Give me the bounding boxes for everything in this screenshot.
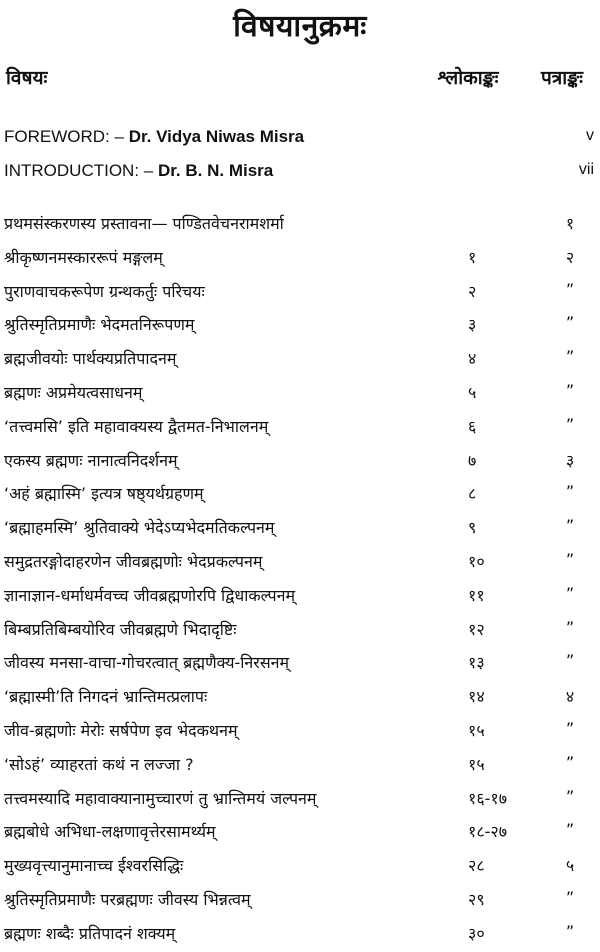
entry-page-number: ” — [565, 752, 575, 772]
entry-subject: बिम्बप्रतिबिम्बयोरिव जीवब्रह्मणे भिदादृष्टिः — [4, 619, 237, 639]
entry-verse-number: ११ — [468, 585, 485, 605]
entry-subject: ब्रह्मजीवयोः पार्थक्यप्रतिपादनम् — [4, 349, 177, 369]
entry-verse-number: १३ — [468, 653, 485, 673]
contents-row — [0, 309, 600, 343]
entry-verse-number: १५ — [468, 720, 485, 740]
entry-page-number: ” — [565, 414, 575, 434]
contents-row — [0, 478, 600, 512]
entry-page-number: ” — [565, 549, 575, 569]
front-matter-label: FOREWORD: – — [4, 127, 124, 146]
contents-row — [0, 681, 600, 715]
entry-verse-number: १६-१७ — [468, 788, 508, 808]
entry-subject: ‘ब्रह्माहमस्मि’ श्रुतिवाक्ये भेदेऽप्यभेदमतिकल्पनम् — [4, 518, 275, 538]
contents-row — [0, 715, 600, 749]
entry-page-number: ” — [565, 651, 575, 671]
entry-subject: ब्रह्मणः शब्दैः प्रतिपादनं शक्यम् — [4, 923, 176, 943]
front-matter-entry — [4, 161, 273, 181]
entry-verse-number: २ — [468, 281, 477, 301]
entry-verse-number: ९ — [468, 518, 477, 538]
entry-subject: समुद्रतरङ्गोदाहरणेन जीवब्रह्मणोः भेदप्रकल्पनम् — [4, 551, 263, 571]
front-matter-label: INTRODUCTION: – — [4, 161, 154, 180]
entry-verse-number: २८ — [468, 856, 485, 876]
contents-row — [0, 749, 600, 783]
entry-subject: ‘सोऽहं’ व्याहरतां कथं न लज्जा ? — [4, 754, 194, 774]
entry-subject: श्रीकृष्णनमस्काररूपं मङ्गलम् — [4, 247, 163, 267]
front-matter-foreword — [0, 127, 600, 157]
contents-row — [0, 647, 600, 681]
page-number-header: पत्राङ्कः — [540, 67, 584, 89]
front-matter-page: vii — [578, 161, 594, 178]
entry-subject: ज्ञानाज्ञान-धर्माधर्मवच्च जीवब्रह्मणोरपि द्विधाकल्पनम् — [4, 585, 296, 605]
contents-list — [0, 208, 600, 952]
entry-verse-number: २९ — [468, 889, 485, 909]
column-headers — [0, 64, 600, 98]
contents-row — [0, 343, 600, 377]
entry-subject: पुराणवाचकरूपेण ग्रन्थकर्तुः परिचयः — [4, 281, 205, 301]
entry-page-number: ” — [565, 583, 575, 603]
entry-subject: एकस्य ब्रह्मणः नानात्वनिदर्शनम् — [4, 450, 178, 470]
entry-verse-number: १८-२७ — [468, 822, 508, 842]
entry-verse-number: ७ — [468, 450, 477, 470]
entry-page-number: ” — [565, 313, 575, 333]
entry-page-number: १ — [565, 214, 575, 233]
entry-verse-number: ५ — [468, 382, 477, 402]
contents-row — [0, 445, 600, 479]
entry-page-number: ” — [565, 786, 575, 806]
entry-verse-number: ३ — [468, 315, 477, 335]
verse-number-header: श्लोकाङ्कः — [437, 67, 499, 89]
entry-subject: ब्रह्मबोधे अभिधा-लक्षणावृत्तेरसामर्थ्यम् — [4, 822, 216, 842]
entry-page-number: ” — [565, 516, 575, 536]
front-matter-author: Dr. Vidya Niwas Misra — [128, 127, 305, 146]
contents-row — [0, 208, 600, 242]
entry-page-number: ” — [565, 887, 575, 907]
front-matter-entry — [4, 127, 304, 147]
contents-row — [0, 918, 600, 952]
entry-page-number: ” — [565, 380, 575, 400]
entry-verse-number: १५ — [468, 754, 485, 774]
entry-subject: जीवस्य मनसा-वाचा-गोचरत्वात् ब्रह्मणैक्य-निरसनम् — [4, 653, 290, 673]
entry-verse-number: ३० — [468, 923, 485, 943]
contents-row — [0, 377, 600, 411]
entry-page-number: ५ — [565, 856, 575, 876]
entry-subject: ‘अहं ब्रह्मास्मि’ इत्यत्र षष्ठ्यर्थग्रहणम् — [4, 484, 204, 504]
contents-row — [0, 512, 600, 546]
entry-page-number: ” — [565, 279, 575, 299]
contents-row — [0, 242, 600, 276]
entry-subject: श्रुतिस्मृतिप्रमाणैः भेदमतनिरूपणम् — [4, 315, 195, 335]
entry-page-number: ” — [565, 921, 575, 941]
entry-subject: मुख्यवृत्त्यानुमानाच्च ईश्वरसिद्धिः — [4, 856, 184, 876]
entry-page-number: ४ — [565, 687, 575, 707]
contents-row — [0, 276, 600, 310]
front-matter-introduction — [0, 161, 600, 191]
entry-subject: जीव-ब्रह्मणोः मेरोः सर्षपेण इव भेदकथनम् — [4, 720, 238, 740]
entry-verse-number: ६ — [468, 416, 477, 436]
entry-page-number: ” — [565, 718, 575, 738]
contents-row — [0, 614, 600, 648]
entry-verse-number: १४ — [468, 687, 485, 707]
entry-page-number: ” — [565, 347, 575, 367]
contents-row — [0, 816, 600, 850]
entry-verse-number: १ — [468, 247, 477, 267]
contents-row — [0, 783, 600, 817]
contents-row — [0, 884, 600, 918]
entry-page-number: ” — [565, 482, 575, 502]
front-matter-page: v — [586, 127, 594, 144]
entry-page-number: ३ — [565, 450, 575, 470]
contents-row — [0, 411, 600, 445]
entry-subject: ‘ब्रह्मास्मी’ति निगदनं भ्रान्तिमत्प्रलापः — [4, 687, 208, 707]
contents-row — [0, 850, 600, 884]
entry-subject: तत्त्वमस्यादि महावाक्यानामुच्चारणं तु भ्रान्तिमयं जल्पनम् — [4, 788, 317, 808]
entry-verse-number: ४ — [468, 349, 477, 369]
entry-subject: ‘तत्त्वमसि’ इति महावाक्यस्य द्वैतमत-निभालनम् — [4, 416, 269, 436]
entry-subject: श्रुतिस्मृतिप्रमाणैः परब्रह्मणः जीवस्य भिन्नत्वम् — [4, 889, 251, 909]
entry-verse-number: १२ — [468, 619, 485, 639]
entry-subject: प्रथमसंस्करणस्य प्रस्तावना— पण्डितवेचनरामशर्मा — [4, 214, 284, 233]
page-title: विषयानुक्रमः — [233, 9, 367, 44]
entry-page-number: २ — [565, 247, 575, 267]
front-matter-author: Dr. B. N. Misra — [157, 161, 274, 180]
contents-row — [0, 580, 600, 614]
subject-header: विषयः — [6, 67, 48, 89]
entry-subject: ब्रह्मणः अप्रमेयत्वसाधनम् — [4, 382, 143, 402]
entry-verse-number: १० — [468, 551, 485, 571]
entry-page-number: ” — [565, 617, 575, 637]
entry-page-number: ” — [565, 820, 575, 840]
contents-row — [0, 546, 600, 580]
entry-verse-number: ८ — [468, 484, 477, 504]
